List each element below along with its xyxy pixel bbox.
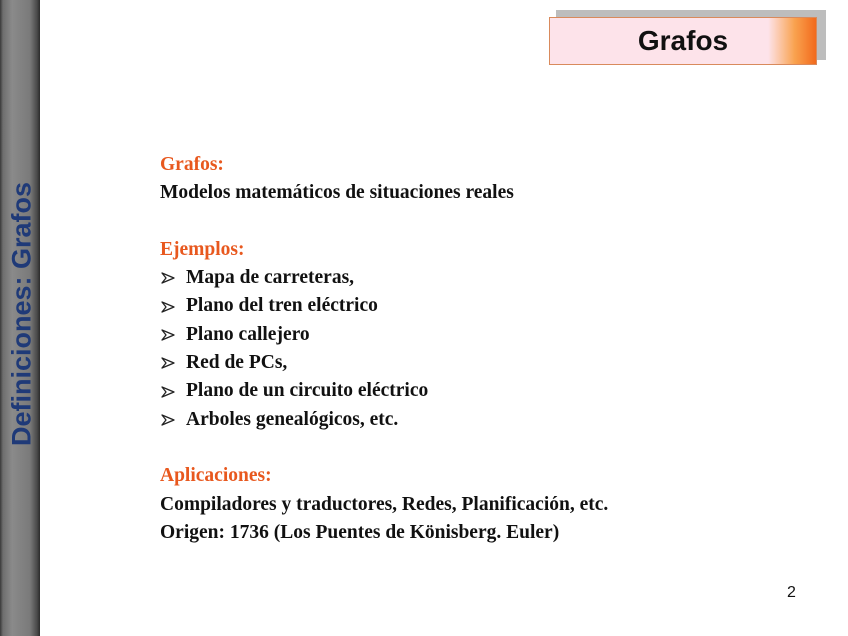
list-item-text: Red de PCs, [186,352,288,374]
arrow-bullet-icon [160,292,186,320]
list-item-text: Plano de un circuito eléctrico [186,380,429,402]
list-item-text: Arboles genealógicos, etc. [186,408,399,430]
title-box [549,17,817,65]
spacer [160,434,608,462]
list-item-text: Plano callejero [186,323,310,345]
arrow-bullet-icon [160,406,186,434]
list-item [160,321,608,349]
slide-title: Grafos [637,25,729,56]
list-item [160,377,608,405]
side-title: Definiciones: Grafos [6,181,37,447]
list-item-text: Mapa de carreteras, [186,267,355,289]
heading-aplicaciones: Aplicaciones: [160,465,272,487]
list-item [160,292,608,320]
list-item [160,406,608,434]
list-item [160,264,608,292]
arrow-bullet-icon [160,349,186,377]
slide-content [160,151,608,547]
arrow-bullet-icon [160,377,186,405]
spacer [160,208,608,236]
heading-ejemplos: Ejemplos: [160,238,245,260]
list-item [160,349,608,377]
aplicaciones-text: Compiladores y traductores, Redes, Planificación, etc. [160,493,609,515]
page-number: 2 [787,584,796,601]
arrow-bullet-icon [160,264,186,292]
grafos-definition: Modelos matemáticos de situaciones reales [160,182,514,204]
arrow-bullet-icon [160,321,186,349]
heading-grafos: Grafos: [160,154,224,175]
list-item-text: Plano del tren eléctrico [186,295,378,317]
origen-text: Origen: 1736 (Los Puentes de Könisberg. Euler) [160,521,560,543]
